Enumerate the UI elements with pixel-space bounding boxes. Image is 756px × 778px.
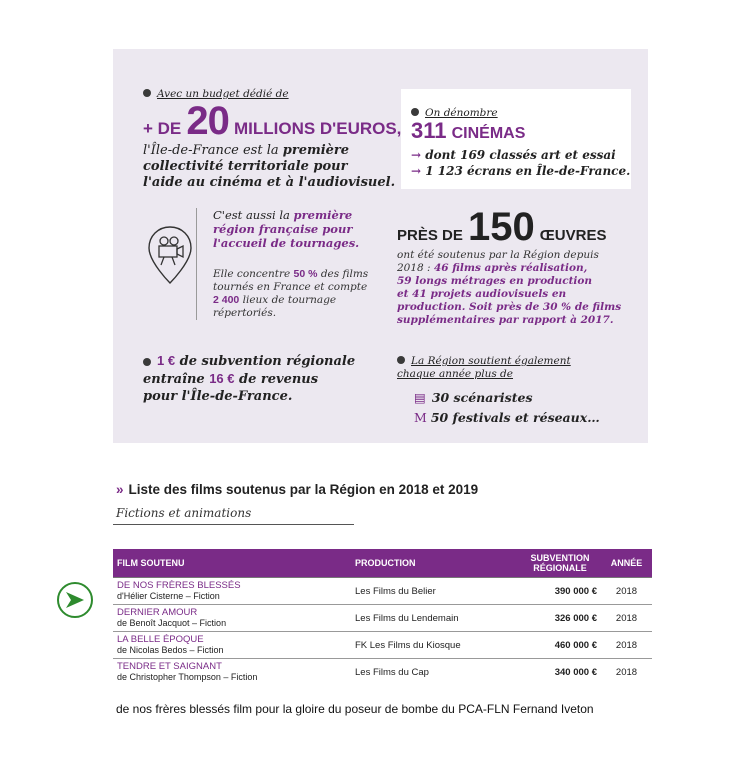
production-cell: Les Films du Belier bbox=[351, 578, 519, 605]
cinemas-kicker: On dénombre bbox=[411, 101, 498, 120]
chevron-icon: » bbox=[116, 482, 124, 497]
table-row bbox=[113, 605, 652, 632]
tournage-stat: Elle concentre 50 % des films tournés en France et compte 2 400 lieux de tournage répertoriés. bbox=[213, 268, 369, 319]
table-row bbox=[113, 578, 652, 605]
oeuvres-headline: PRÈS DE 150 ŒUVRES bbox=[397, 205, 607, 249]
arrow-right-icon bbox=[56, 581, 94, 619]
film-title: LA BELLE ÉPOQUE bbox=[117, 634, 204, 645]
document-icon: ▤ bbox=[414, 390, 426, 405]
production-cell: FK Les Films du Kiosque bbox=[351, 632, 519, 659]
production-cell: Les Films du Cap bbox=[355, 666, 429, 678]
header-production: PRODUCTION bbox=[355, 558, 416, 568]
cinemas-text: → dont 169 classés art et essai → 1 123 écrans en Île-de-France. bbox=[411, 148, 631, 178]
header-annee: ANNÉE bbox=[610, 558, 643, 568]
header-film: FILM SOUTENU bbox=[117, 558, 185, 568]
tournage-text: C'est aussi la première région française pour l'accueil de tournages. bbox=[213, 208, 360, 250]
soutien-list: ▤ 30 scénaristes Ⅿ 50 festivals et réseaux… bbox=[414, 390, 600, 425]
festival-icon: Ⅿ bbox=[414, 410, 427, 425]
bullet-icon bbox=[411, 108, 419, 116]
table-header bbox=[113, 549, 652, 578]
table-row bbox=[113, 659, 652, 686]
budget-kicker: Avec un budget dédié de bbox=[143, 82, 289, 101]
budget-headline: + DE 20 MILLIONS D'EUROS, bbox=[143, 99, 402, 143]
production-cell: Les Films du Lendemain bbox=[351, 605, 519, 632]
film-camera-pin-icon bbox=[147, 225, 193, 285]
bullet-icon bbox=[143, 358, 151, 366]
caption: de nos frères blessés film pour la gloire du poseur de bombe du PCA-FLN Fernand Iveton bbox=[116, 702, 594, 716]
subvention-text: 1 € de subvention régionale entraîne 16 € de revenus pour l'Île-de-France. bbox=[143, 353, 356, 404]
section-title: » Liste des films soutenus par la Région en 2018 et 2019 bbox=[116, 482, 479, 497]
film-title: DERNIER AMOUR bbox=[117, 607, 198, 618]
films-table bbox=[113, 549, 652, 685]
film-title: TENDRE ET SAIGNANT bbox=[117, 661, 222, 672]
subvention-cell: 390 000 € bbox=[519, 578, 601, 605]
film-title: DE NOS FRÈRES BLESSÉS bbox=[117, 580, 241, 591]
subvention-cell: 460 000 € bbox=[519, 632, 601, 659]
film-director: d'Hélier Cisterne – Fiction bbox=[117, 591, 220, 601]
divider bbox=[196, 208, 197, 320]
oeuvres-text: ont été soutenus par la Région depuis 2018 : 46 films après réalisation, 59 longs métrages en production et 41 projets audiovisuels en production. Soit près de 30 % de films supplémentaires par rapport à 2017. bbox=[397, 249, 622, 326]
subvention-cell: 340 000 € bbox=[554, 666, 597, 678]
soutien-kicker: La Région soutient également chaque année plus de bbox=[397, 355, 571, 380]
header-subvention: SUBVENTION RÉGIONALE bbox=[530, 553, 590, 573]
section-subtitle: Fictions et animations bbox=[116, 506, 252, 520]
annee-cell: 2018 bbox=[615, 666, 638, 678]
annee-cell: 2018 bbox=[601, 632, 652, 659]
bullet-icon bbox=[397, 356, 405, 364]
film-director: de Nicolas Bedos – Fiction bbox=[117, 645, 224, 655]
film-director: de Christopher Thompson – Fiction bbox=[117, 672, 258, 682]
cinemas-headline: 311 CINÉMAS bbox=[411, 118, 526, 143]
film-director: de Benoît Jacquot – Fiction bbox=[117, 618, 227, 628]
subtitle-underline bbox=[113, 524, 354, 525]
budget-text: l'Île-de-France est la première collectivité territoriale pour l'aide au cinéma et à l'audiovisuel. bbox=[143, 143, 396, 190]
bullet-icon bbox=[143, 89, 151, 97]
table-row bbox=[113, 632, 652, 659]
annee-cell: 2018 bbox=[601, 605, 652, 632]
annee-cell: 2018 bbox=[601, 578, 652, 605]
subvention-cell: 326 000 € bbox=[519, 605, 601, 632]
